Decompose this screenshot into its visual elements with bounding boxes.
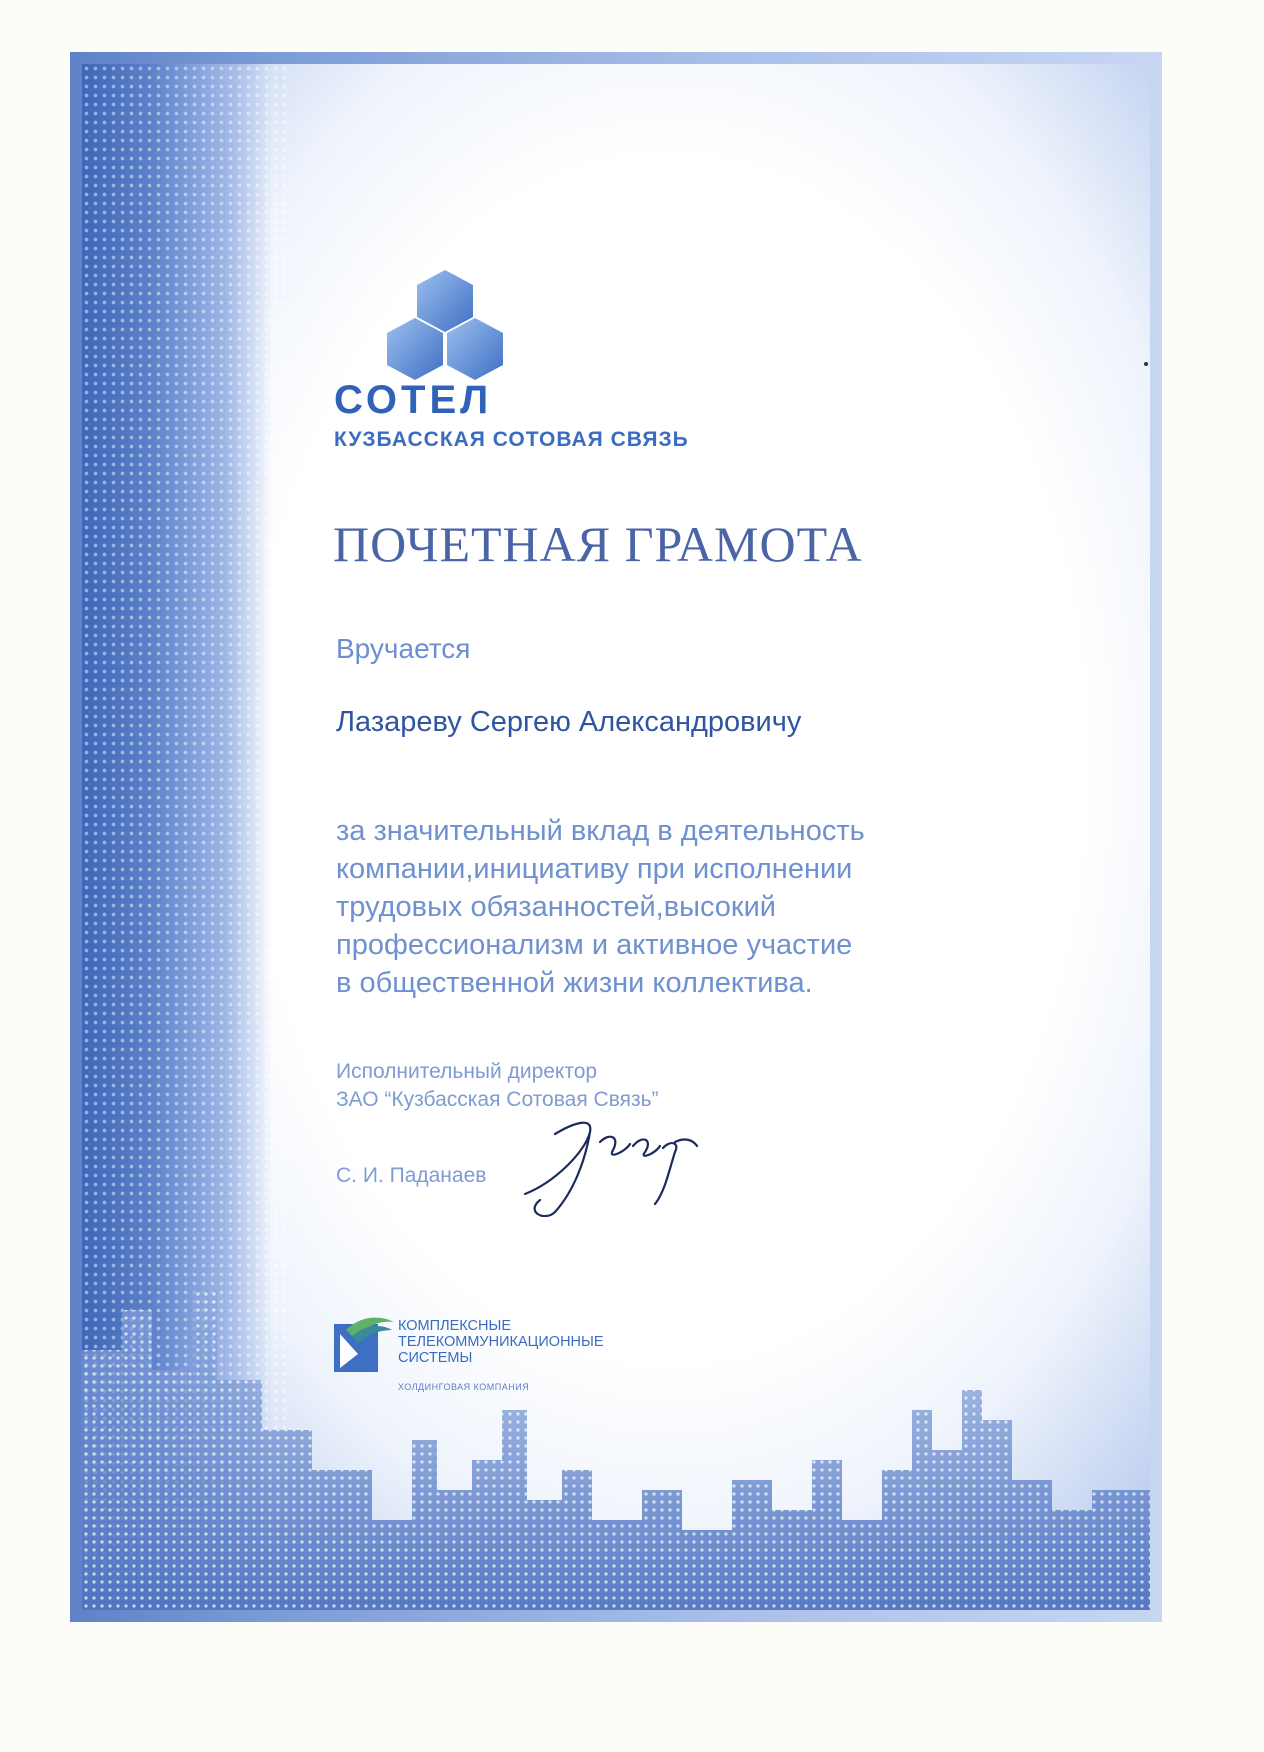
holding-line-3: СИСТЕМЫ (398, 1350, 473, 1366)
reason-line: в общественной жизни коллектива. (336, 967, 813, 999)
award-reason (336, 812, 1056, 1002)
position-line-1: Исполнительный директор (336, 1060, 598, 1083)
holding-logo-icon (332, 1310, 398, 1376)
position-line-2: ЗАО “Кузбасская Сотовая Связь” (336, 1088, 659, 1111)
holding-line-1: КОМПЛЕКСНЫЕ (398, 1318, 511, 1334)
reason-line: за значительный вклад в деятельность (336, 815, 865, 847)
certificate-title: ПОЧЕТНАЯ ГРАМОТА (333, 516, 863, 572)
reason-line: трудовых обязанностей,высокий (336, 891, 776, 923)
awarded-label: Вручается (336, 633, 471, 664)
recipient-name: Лазареву Сергею Александровичу (336, 706, 802, 738)
reason-line: профессионализм и активное участие (336, 929, 853, 961)
brand-name: СОТЕЛ (334, 378, 493, 422)
signatory-position (336, 1058, 659, 1114)
holding-subtitle: ХОЛДИНГОВАЯ КОМПАНИЯ (398, 1382, 530, 1392)
holding-name (398, 1318, 604, 1366)
handwritten-signature (515, 1112, 700, 1217)
brand-subtitle: КУЗБАССКАЯ СОТОВАЯ СВЯЗЬ (334, 428, 689, 451)
holding-line-2: ТЕЛЕКОММУНИКАЦИОННЫЕ (398, 1334, 604, 1350)
signatory-name: С. И. Паданаев (336, 1164, 487, 1187)
reason-line: компании,инициативу при исполнении (336, 853, 853, 885)
sotel-cubes-logo-icon (385, 270, 505, 380)
